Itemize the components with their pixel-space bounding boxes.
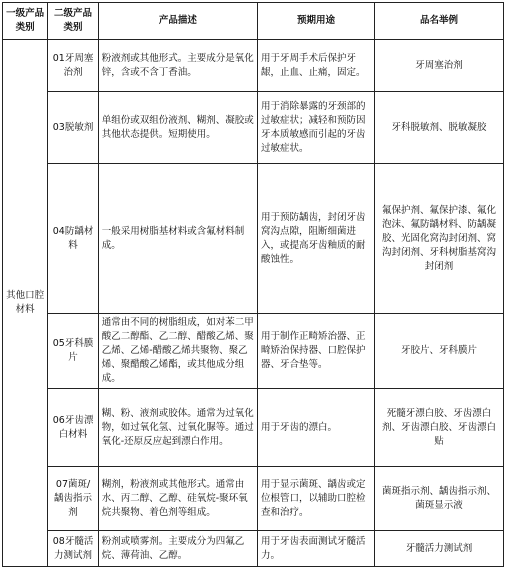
description-cell: 粉剂或喷雾剂。主要成分为四氟乙烷、薄荷油、乙醇。 — [98, 531, 257, 567]
intended-use-cell: 用于制作正畸矫治器、正畸矫治保持器、口腔保护器、牙合垫等。 — [258, 314, 375, 389]
category2-cell: 05牙科膜片 — [48, 314, 98, 389]
table-row — [3, 389, 504, 467]
intended-use-cell: 用于牙齿表面测试牙髓活力。 — [258, 531, 375, 567]
intended-use-cell: 用于预防龋齿，封闭牙齿窝沟点隙，阻断细菌进入，或提高牙齿釉质的耐酸蚀性。 — [258, 164, 375, 314]
device-classification-table — [2, 2, 504, 567]
category2-cell: 08牙髓活力测试剂 — [48, 531, 98, 567]
table-header-row — [3, 3, 504, 40]
example-cell: 牙髓活力测试剂 — [374, 531, 503, 567]
table-row — [3, 40, 504, 92]
intended-use-cell: 用于牙齿的漂白。 — [258, 389, 375, 467]
table-row — [3, 164, 504, 314]
description-cell: 一般采用树脂基材料或含氟材料制成。 — [98, 164, 257, 314]
description-cell: 单组份或双组份液剂、糊剂、凝胶或其他状态提供。短期使用。 — [98, 92, 257, 164]
description-cell: 糊剂，粉液剂或其他形式。通常由水、丙二醇、乙醇、硅氧烷-聚环氧烷共聚物、着色剂等组成。 — [98, 467, 257, 531]
category2-cell: 01牙周塞治剂 — [48, 40, 98, 92]
table-row — [3, 92, 504, 164]
table-row — [3, 531, 504, 567]
header-category1: 一级产品类别 — [3, 3, 48, 40]
intended-use-cell: 用于消除暴露的牙颈部的过敏症状；减轻和预防因牙本质敏感而引起的牙齿过敏症状。 — [258, 92, 375, 164]
example-cell: 菌斑指示剂、龋齿指示剂、菌斑显示液 — [374, 467, 503, 531]
example-cell: 死髓牙漂白胶、牙齿漂白剂、牙齿漂白胶、牙齿漂白贴 — [374, 389, 503, 467]
header-intended-use: 预期用途 — [258, 3, 375, 40]
table-row — [3, 467, 504, 531]
header-category2: 二级产品类别 — [48, 3, 98, 40]
example-cell: 牙周塞治剂 — [374, 40, 503, 92]
category2-cell: 04防龋材料 — [48, 164, 98, 314]
category2-cell: 07菌斑/龋齿指示剂 — [48, 467, 98, 531]
category1-cell: 其他口腔材料 — [3, 40, 48, 567]
category2-cell: 06牙齿漂白材料 — [48, 389, 98, 467]
description-cell: 粉液剂或其他形式。主要成分是氧化锌，含或不含丁香油。 — [98, 40, 257, 92]
category2-cell: 03脱敏剂 — [48, 92, 98, 164]
description-cell: 糊、粉、液剂或胶体。通常为过氧化物，如过氧化氢、过氧化脲等。通过氧化-还原反应起到漂白作用。 — [98, 389, 257, 467]
description-cell: 通常由不同的树脂组成，如对苯二甲酸乙二醇酯、乙二醇、醋酸乙烯、聚乙烯、乙烯-醋酸乙烯共聚物、聚乙烯、聚醋酸乙烯酯，或其他成分组成。 — [98, 314, 257, 389]
header-description: 产品描述 — [98, 3, 257, 40]
example-cell: 牙科脱敏剂、脱敏凝胶 — [374, 92, 503, 164]
intended-use-cell: 用于显示菌斑、龋齿或定位根管口，以辅助口腔检查和治疗。 — [258, 467, 375, 531]
table-row — [3, 314, 504, 389]
header-examples: 品名举例 — [374, 3, 503, 40]
intended-use-cell: 用于牙周手术后保护牙龈，止血、止痛，固定。 — [258, 40, 375, 92]
example-cell: 牙胶片、牙科膜片 — [374, 314, 503, 389]
example-cell: 氟保护剂、氟保护漆、氟化泡沫、氟防龋材料、防龋凝胶、光固化窝沟封闭剂、窝沟封闭剂、牙科树脂基窝沟封闭剂 — [374, 164, 503, 314]
